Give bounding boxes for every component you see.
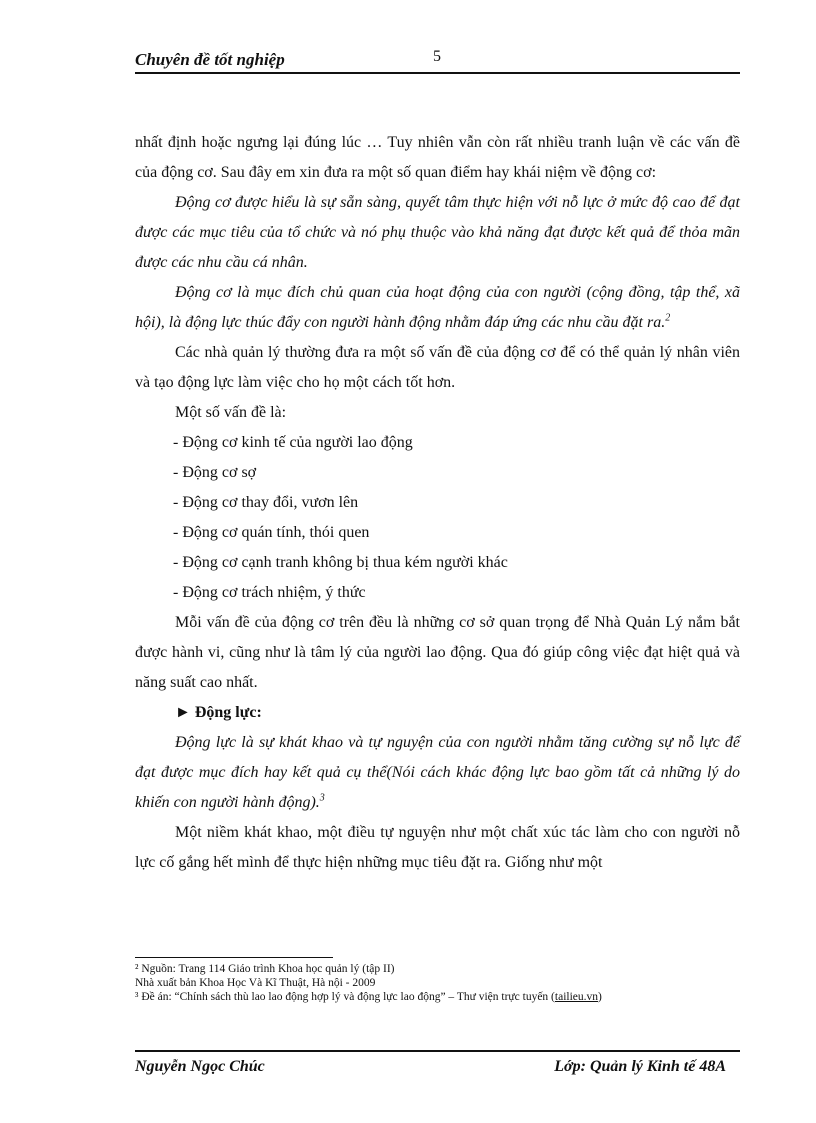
list-item: - Động cơ thay đổi, vươn lên <box>173 494 359 511</box>
paragraph-definition-3 <box>135 728 740 818</box>
section-heading-dong-luc: ► Động lực: <box>175 704 262 721</box>
footnote-ref-2[interactable]: 2 <box>665 312 671 324</box>
footnote-3-suffix: ) <box>598 991 602 1003</box>
footnote-3-text: ³ Đề án: “Chính sách thù lao lao động hợp lý và động lực lao động” – Thư viện trực tuyến ( <box>135 991 555 1003</box>
body-text <box>135 128 740 878</box>
paragraph-issues-intro: Một số vấn đề là: <box>175 404 287 421</box>
list-item: - Động cơ quán tính, thói quen <box>173 524 370 541</box>
paragraph-definition-2-text: Động cơ là mục đích chủ quan của hoạt động của con người (cộng đồng, tập thể, xã hội), là động lực thúc đẩy con người hành động nhằm đáp ứng các nhu cầu đặt ra. <box>135 284 740 331</box>
list-item: - Động cơ cạnh tranh không bị thua kém người khác <box>173 554 508 571</box>
footnote-3-link[interactable]: tailieu.vn <box>554 991 599 1003</box>
footnote-ref-3[interactable]: 3 <box>319 792 325 804</box>
page-footer <box>135 1050 740 1080</box>
list-item: - Động cơ trách nhiệm, ý thức <box>173 584 366 601</box>
list-item: - Động cơ sợ <box>173 464 257 481</box>
paragraph-definition-1: Động cơ được hiểu là sự sẵn sàng, quyết tâm thực hiện với nỗ lực ở mức độ cao để đạt được các mục tiêu của tổ chức và nó phụ thuộc vào khả năng đạt được kết quả để thỏa mãn được các nhu cầu cá nhân. <box>135 194 740 271</box>
paragraph-1: nhất định hoặc ngưng lại đúng lúc … Tuy nhiên vẫn còn rất nhiều tranh luận về các vấn đề của động cơ. Sau đây em xin đưa ra một số quan điểm hay khái niệm về động cơ: <box>135 134 740 181</box>
paragraph-definition-3-text: Động lực là sự khát khao và tự nguyện của con người nhằm tăng cường sự nỗ lực để đạt được mục đích hay kết quả cụ thể(Nói cách khác động lực bao gồm tất cả những lý do khiến con người hành động). <box>135 734 740 811</box>
footnotes <box>135 962 740 1004</box>
paragraph-last: Một niềm khát khao, một điều tự nguyện như một chất xúc tác làm cho con người nỗ lực cố gắng hết mình để thực hiện những mục tiêu đặt ra. Giống như một <box>135 824 740 871</box>
page-number: 5 <box>433 48 441 65</box>
footnote-3 <box>135 990 740 1004</box>
footer-author: Nguyễn Ngọc Chúc <box>135 1058 265 1075</box>
footnote-2-line-2: Nhà xuất bản Khoa Học Và Kĩ Thuật, Hà nội - 2009 <box>135 977 376 989</box>
footer-class: Lớp: Quản lý Kinh tế 48A <box>554 1058 726 1075</box>
header-title: Chuyên đề tốt nghiệp <box>135 50 285 69</box>
list-item: - Động cơ kinh tế của người lao động <box>173 434 413 451</box>
paragraph-managers: Các nhà quản lý thường đưa ra một số vấn đề của động cơ để có thể quản lý nhân viên và tạo động lực làm việc cho họ một cách tốt hơn. <box>135 344 740 391</box>
footnote-2-line-1: ² Nguồn: Trang 114 Giáo trình Khoa học quản lý (tập II) <box>135 963 395 975</box>
page-header <box>135 46 740 74</box>
footnote-divider <box>135 957 333 958</box>
paragraph-summary: Mỗi vấn đề của động cơ trên đều là những cơ sở quan trọng để Nhà Quản Lý nắm bắt được hành vi, cũng như là tâm lý của người lao động. Qua đó giúp công việc đạt hiệt quả và năng suất cao nhất. <box>135 614 740 691</box>
paragraph-definition-2 <box>135 278 740 338</box>
